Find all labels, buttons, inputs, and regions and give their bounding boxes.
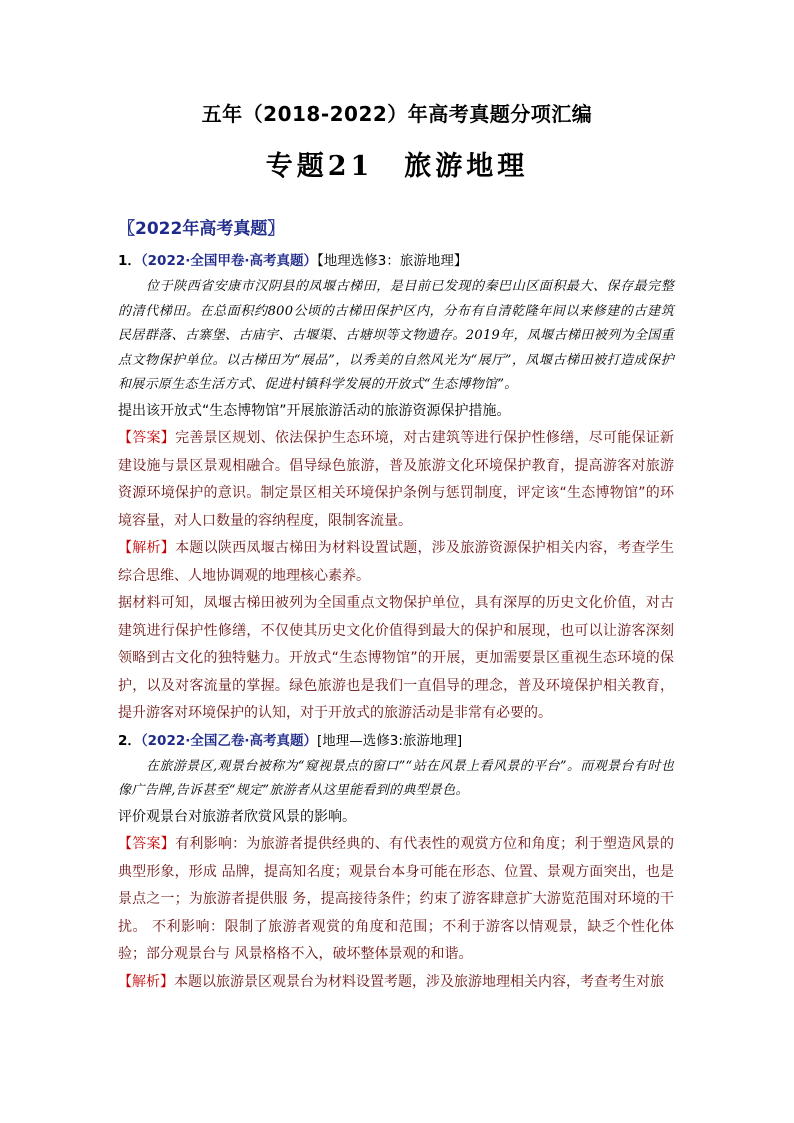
answer-tag: 【答案】 (118, 430, 176, 446)
question-1-analysis-detail: 据材料可知，凤堰古梯田被列为全国重点文物保护单位，具有深厚的历史文化价值，对古建筑进行保护性修缮，不仅使其历史文化价值得到最大的保护和展现，也可以让游客深刻领略到古文化的独特魅力。开放式“生态博物馆”的开展，更加需要景区重视生态环境的保护，以及对客流量的掌握。绿色旅游也是我们一直倡导的理念，普及环境保护相关教育，提升游客对环境保护的认知，对于开放式的旅游活动是非常有必要的。 (118, 595, 674, 721)
question-2-analysis (118, 969, 674, 997)
question-source: （2022·全国甲卷·高考真题） (140, 253, 317, 269)
analysis-tag: 【解析】 (118, 540, 176, 556)
answer-tag: 【答案】 (118, 836, 176, 852)
question-2-prompt: 评价观景台对旅游者欣赏风景的影响。 (118, 808, 356, 825)
answer-text: 有利影响：为旅游者提供经典的、有代表性的观赏方位和角度；利于塑造风景的典型形象，形成 品牌，提高知名度；观景台本身可能在形态、位置、景观方面突出，也是景点之一；为旅游者提供服 务，提高接待条件；约束了游客肆意扩大游览范围对环境的干扰。 不利影响：限制了旅游者观赏的角度和范围；不利于游客以情观景，缺乏个性化体验；部分观景台与 风景格格不入，破坏整体景观的和谐。 (118, 836, 675, 962)
question-1-answer (118, 425, 674, 535)
question-topic: 【地理选修3：旅游地理】 (317, 253, 468, 269)
question-1-analysis (118, 535, 674, 590)
section-heading: 〖2022年高考真题〗 (118, 219, 285, 239)
question-number: 2． (118, 732, 141, 749)
question-1-material: 位于陕西省安康市汉阴县的凤堰古梯田，是目前已发现的秦巴山区面积最大、保存最完整的清代梯田。在总面积约800公顷的古梯田保护区内，分布有自清乾隆年间以来修建的古建筑民居群落、古寨堡、古庙宇、古堰渠、古塘坝等文物遗存。2019年，凤堰古梯田被列为全国重点文物保护单位。以古梯田为“展品”，以秀美的自然风光为“展厅”，凤堰古梯田被打造成保护和展示原生态生活方式、促进村镇科学发展的开放式“生态博物馆”。 (118, 279, 674, 392)
question-number: 1． (118, 253, 141, 269)
analysis-text: 本题以旅游景区观景台为材料设置考题，涉及旅游地理相关内容，考查考生对旅 (174, 973, 664, 990)
document-title: 五年（2018-2022）年高考真题分项汇编 (201, 102, 593, 126)
question-2-material: 在旅游景区,观景台被称为“窥视景点的窗口”“站在风景上看风景的平台”。而观景台有时也像广告牌,告诉甚至“规定”旅游者从这里能看到的典型景色。 (118, 758, 674, 798)
question-2-answer (118, 831, 674, 969)
answer-text: 完善景区规划、依法保护生态环境，对古建筑等进行保护性修缮，尽可能保证新建设施与景区景观相融合。倡导绿色旅游，普及旅游文化环境保护教育，提高游客对旅游资源环境保护的意识。制定景区相关环境保护条例与惩罚制度，评定该“生态博物馆”的环境容量，对人口数量的容纳程度，限制客流量。 (118, 430, 675, 529)
question-1-header (118, 250, 674, 272)
document-body (118, 250, 674, 996)
question-topic: [地理—选修3:旅游地理] (317, 732, 463, 749)
document-subtitle: 专题21 旅游地理 (265, 151, 529, 182)
question-1-prompt: 提出该开放式“生态博物馆”开展旅游活动的旅游资源保护措施。 (118, 402, 511, 419)
question-2-header (118, 730, 674, 752)
analysis-text: 本题以陕西凤堰古梯田为材料设置试题，涉及旅游资源保护相关内容，考查学生综合思维、人地协调观的地理核心素养。 (118, 540, 675, 584)
analysis-tag: 【解析】 (118, 973, 174, 990)
question-source: （2022·全国乙卷·高考真题） (140, 732, 317, 749)
